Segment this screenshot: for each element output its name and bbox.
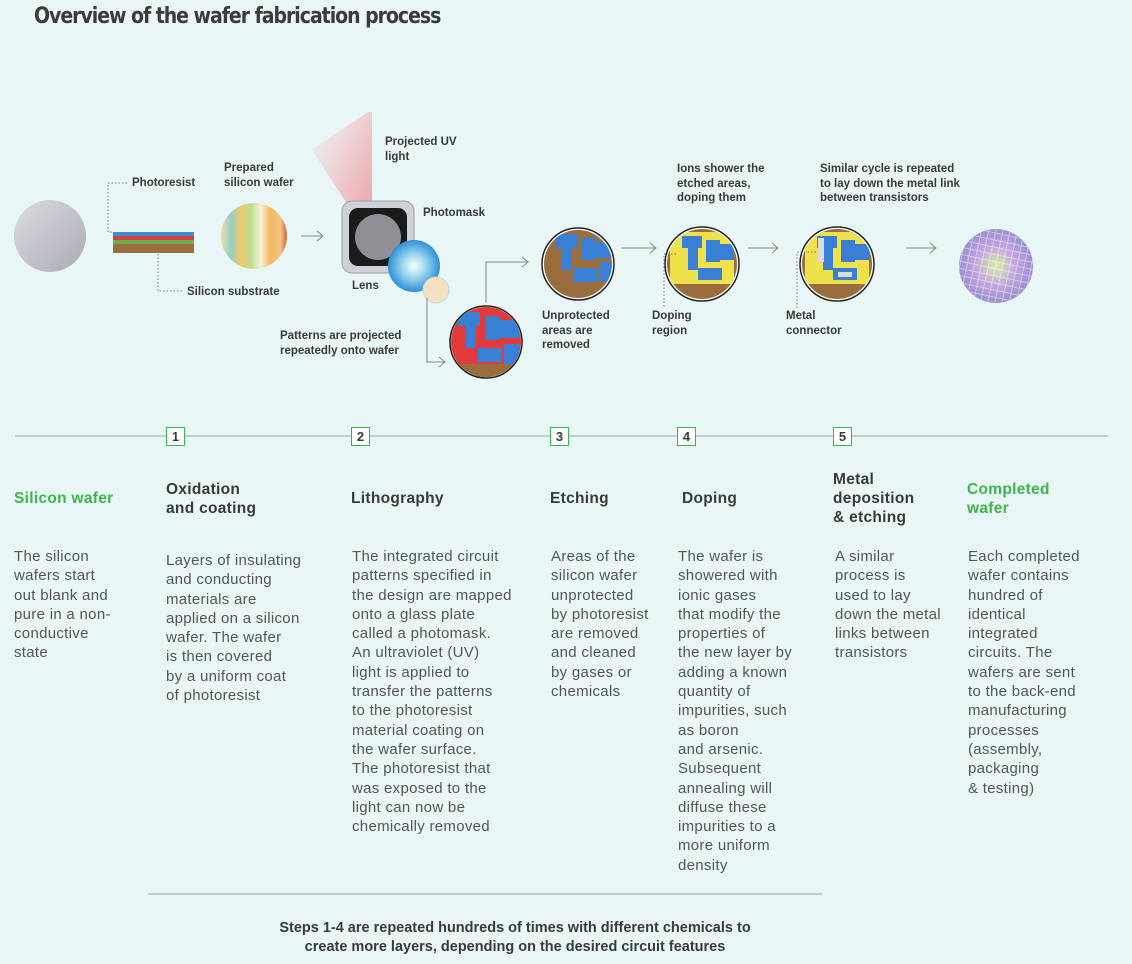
step-body-silicon-wafer: The silicon wafers start out blank and pure in a non- conductive state	[14, 548, 111, 662]
step-body-metal: A similar process is used to lay down the metal links between transistors	[835, 548, 941, 662]
step-heading-oxidation: Oxidation and coating	[166, 481, 257, 517]
step-heading-lithography: Lithography	[351, 490, 444, 507]
metal-wafer	[800, 227, 874, 301]
step-number-4: 4	[677, 427, 696, 446]
step-body-completed: Each completed wafer contains hundred of identical integrated circuits. The wafers are sent to the back-end manufacturing processes (assembly, packaging & testing)	[968, 548, 1080, 797]
footer-note: Steps 1-4 are repeated hundreds of times with different chemicals to create more layers, depending on the desired circuit features	[279, 920, 751, 955]
label-lens: Lens	[352, 280, 379, 292]
step-heading-metal: Metal deposition & etching	[833, 471, 915, 526]
patterned-wafer	[450, 306, 522, 378]
label-photoresist: Photoresist	[132, 177, 196, 189]
label-ions: Ions shower the etched areas, doping them	[677, 163, 765, 204]
step-number-5: 5	[833, 427, 852, 446]
step-heading-doping: Doping	[682, 490, 738, 507]
completed-wafer	[959, 229, 1033, 303]
label-silicon-substrate: Silicon substrate	[187, 286, 280, 298]
page-title: Overview of the wafer fabrication process	[34, 4, 441, 29]
label-metal-connector: Metal connector	[786, 310, 842, 337]
step-heading-silicon-wafer: Silicon wafer	[14, 490, 114, 507]
doped-wafer	[665, 227, 739, 301]
step-number-3: 3	[550, 427, 569, 446]
step-body-doping: The wafer is showered with ionic gases that modify the properties of the new layer by adding a known quantity of impurities, such as boron and arsenic. Subsequent annealing will diffuse these impurities to a more uniform density	[678, 548, 793, 874]
lens	[388, 240, 449, 303]
prepared-wafer	[221, 203, 287, 269]
label-patterns: Patterns are projected repeatedly onto wafer	[280, 330, 402, 357]
etched-wafer	[542, 228, 614, 300]
label-uv-light: Projected UV light	[385, 136, 457, 163]
label-doping-region: Doping region	[652, 310, 692, 337]
label-photomask: Photomask	[423, 207, 485, 219]
label-similar-cycle: Similar cycle is repeated to lay down the metal link between transistors	[820, 163, 960, 204]
blank-wafer	[14, 200, 86, 272]
step-number-2: 2	[351, 427, 370, 446]
layer-stack	[113, 232, 194, 253]
label-prepared-wafer: Prepared silicon wafer	[224, 162, 294, 189]
step-number-1: 1	[166, 427, 185, 446]
step-heading-etching: Etching	[550, 490, 609, 507]
step-heading-completed: Completed wafer	[967, 481, 1050, 517]
step-body-lithography: The integrated circuit patterns specified in the design are mapped onto a glass plate called a photomask. An ultraviolet (UV) light is applied to transfer the patterns to the photoresist material coating on the wafer surface. The photoresist that was exposed to the light can now be chemically removed	[352, 548, 512, 836]
step-body-oxidation: Layers of insulating and conducting materials are applied on a silicon wafer. The wafer is then covered by a uniform coat of photoresist	[166, 552, 302, 705]
step-body-etching: Areas of the silicon wafer unprotected by photoresist are removed and cleaned by gases or chemicals	[551, 548, 649, 701]
label-unprotected: Unprotected areas are removed	[542, 310, 610, 351]
